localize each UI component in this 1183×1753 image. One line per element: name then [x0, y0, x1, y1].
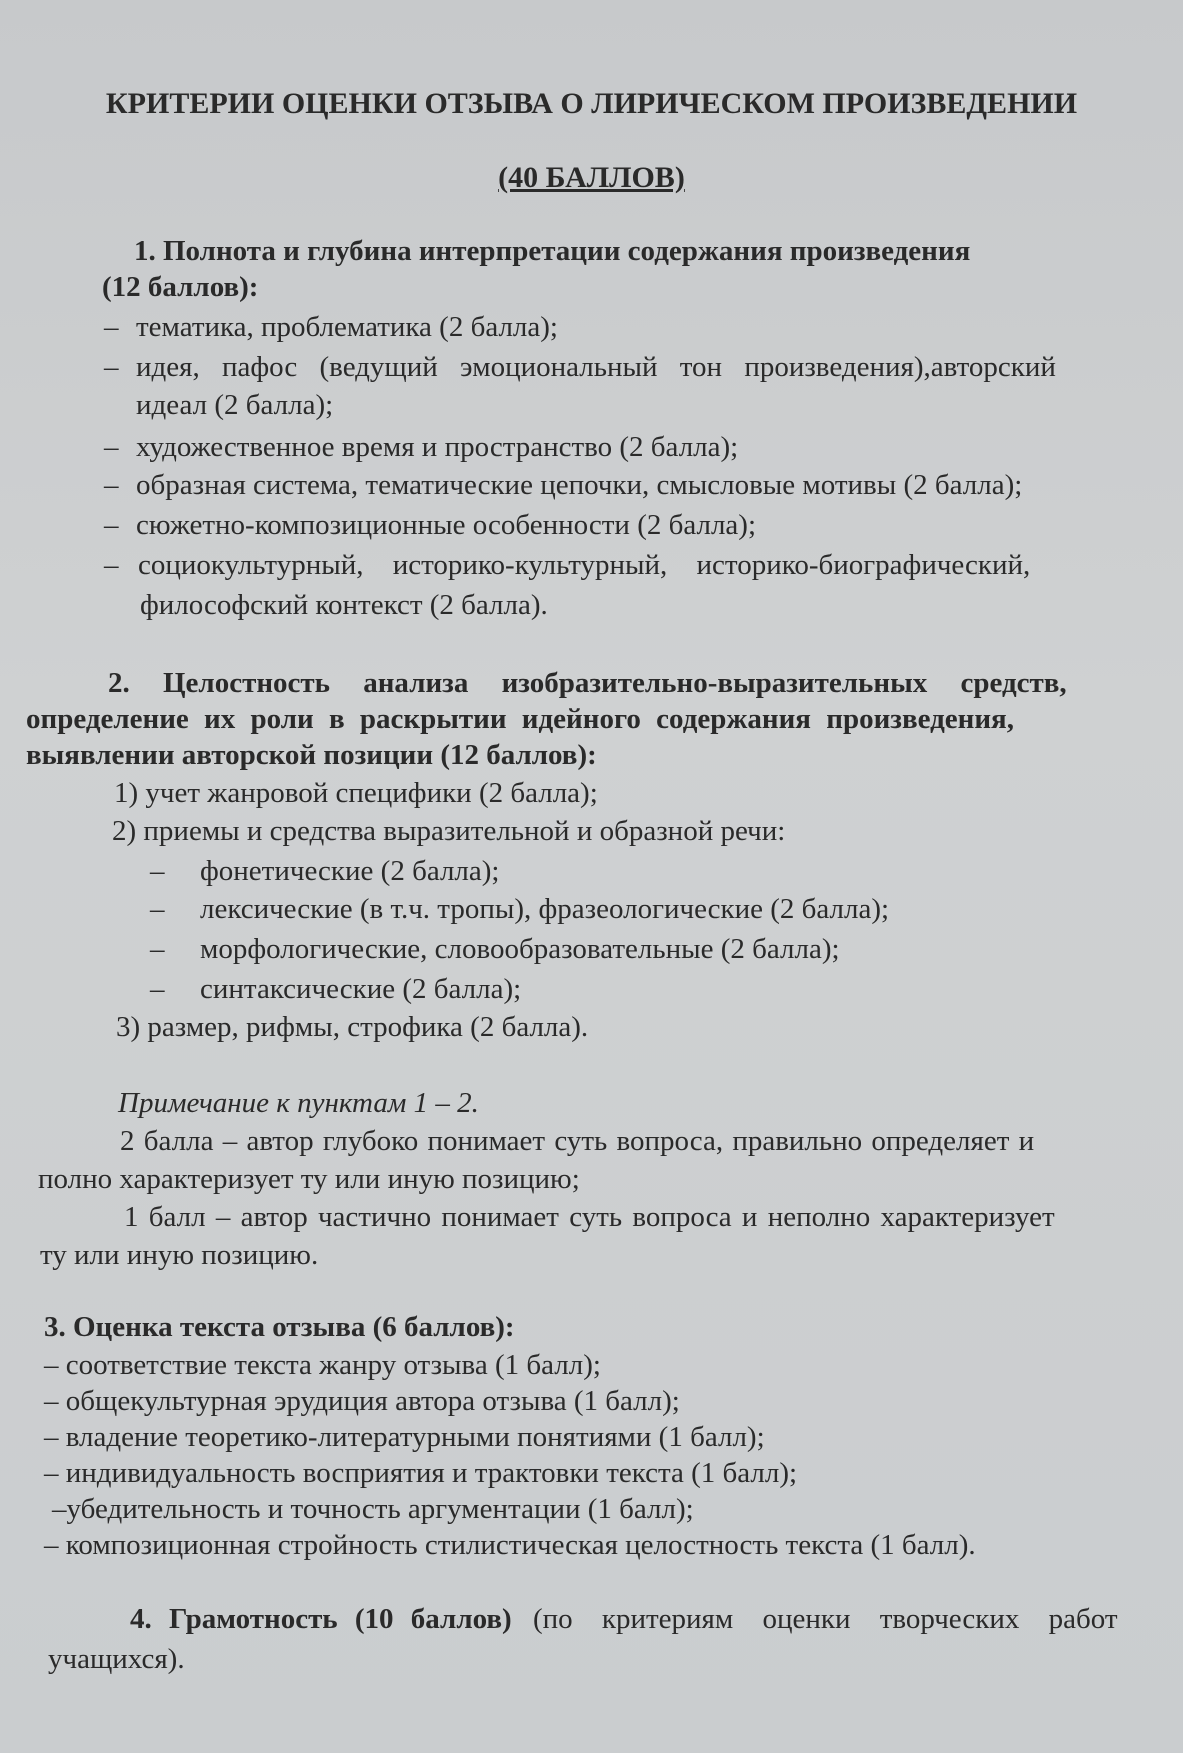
- bullet-dash: –: [104, 469, 119, 501]
- note-line3: 1 балл – автор частично понимает суть вопроса и неполно характеризует: [124, 1201, 1055, 1233]
- bullet-dash: –: [104, 431, 119, 463]
- bullet-dash: –: [150, 973, 165, 1005]
- section2-heading-line1: 2. Целостность анализа изобразительно-выразительных средств,: [108, 667, 1067, 699]
- section1-item-continuation: идеал (2 балла);: [136, 389, 334, 421]
- section1-item: образная система, тематические цепочки, смысловые мотивы (2 балла);: [136, 469, 1023, 501]
- bullet-dash: –: [104, 509, 119, 541]
- section2-heading-line3: выявлении авторской позиции (12 баллов):: [26, 739, 597, 771]
- section1-item: тематика, проблематика (2 балла);: [136, 311, 558, 343]
- document-subtitle: (40 БАЛЛОВ): [498, 161, 685, 194]
- note-line1: 2 балла – автор глубоко понимает суть вопроса, правильно определяет и: [120, 1125, 1035, 1157]
- bullet-dash: –: [150, 855, 165, 887]
- section2-item2: 2) приемы и средства выразительной и образной речи:: [112, 815, 786, 847]
- bullet-dash: –: [104, 351, 119, 383]
- note-line4: ту или иную позицию.: [40, 1239, 319, 1271]
- note-line2: полно характеризует ту или иную позицию;: [38, 1163, 580, 1195]
- section3-item: – композиционная стройность стилистическая целостность текста (1 балл).: [44, 1529, 976, 1561]
- section3-item: – индивидуальность восприятия и трактовки текста (1 балл);: [44, 1457, 798, 1489]
- section1-item-continuation: философский контекст (2 балла).: [140, 589, 548, 621]
- section4-line2: учащихся).: [48, 1643, 185, 1675]
- section2-subitem: морфологические, словообразовательные (2 балла);: [200, 933, 840, 965]
- section2-item1: 1) учет жанровой специфики (2 балла);: [114, 777, 598, 809]
- section1-item: социокультурный, историко-культурный, историко-биографический,: [138, 549, 1031, 581]
- section3-item: – соответствие текста жанру отзыва (1 балл);: [44, 1349, 601, 1381]
- section1-item: художественное время и пространство (2 балла);: [136, 431, 739, 463]
- document-title: КРИТЕРИИ ОЦЕНКИ ОТЗЫВА О ЛИРИЧЕСКОМ ПРОИЗВЕДЕНИИ: [105, 87, 1078, 120]
- section2-subitem: лексические (в т.ч. тропы), фразеологические (2 балла);: [200, 893, 890, 925]
- bullet-dash: –: [104, 549, 119, 581]
- section3-item: – общекультурная эрудиция автора отзыва (1 балл);: [44, 1385, 680, 1417]
- section2-item3: 3) размер, рифмы, строфика (2 балла).: [116, 1011, 589, 1043]
- section4-heading: 4. Грамотность (10 баллов): [130, 1603, 512, 1635]
- section2-subitem: фонетические (2 балла);: [200, 855, 500, 887]
- section4-line1: [130, 1600, 1118, 1639]
- section1-item: [136, 348, 1146, 387]
- section2-subitem: синтаксические (2 балла);: [200, 973, 522, 1005]
- section4-rest: (по критериям оценки творческих работ: [532, 1603, 1118, 1635]
- section1-item: сюжетно-композиционные особенности (2 балла);: [136, 509, 757, 541]
- section1-heading-line2: (12 баллов):: [102, 271, 259, 303]
- justified-text: идея, пафос (ведущий эмоциональный тон произведения),авторский: [136, 351, 1056, 383]
- section1-heading-line1: 1. Полнота и глубина интерпретации содержания произведения: [134, 235, 971, 267]
- section3-item: – владение теоретико-литературными понятиями (1 балл);: [44, 1421, 765, 1453]
- section3-heading: 3. Оценка текста отзыва (6 баллов):: [44, 1311, 515, 1343]
- note-heading: Примечание к пунктам 1 – 2.: [118, 1087, 479, 1119]
- bullet-dash: –: [104, 311, 119, 343]
- section3-item: –убедительность и точность аргументации (1 балл);: [52, 1493, 694, 1525]
- bullet-dash: –: [150, 933, 165, 965]
- section2-heading-line2: определение их роли в раскрытии идейного содержания произведения,: [26, 703, 1014, 735]
- bullet-dash: –: [150, 893, 165, 925]
